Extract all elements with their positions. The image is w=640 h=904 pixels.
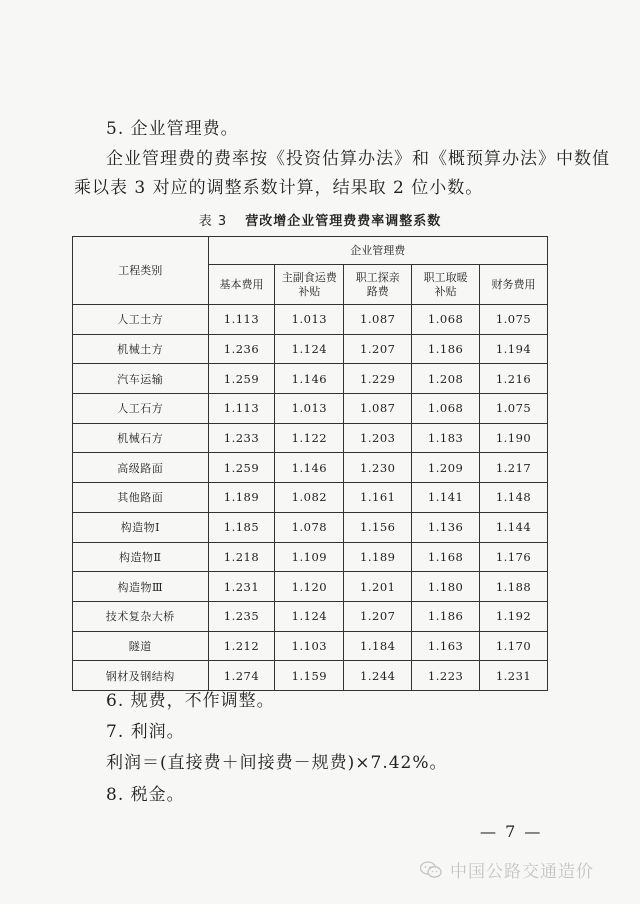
value-cell: 1.223: [412, 661, 480, 691]
value-cell: 1.170: [480, 631, 548, 661]
value-cell: 1.209: [412, 453, 480, 483]
category-cell: 其他路面: [73, 483, 209, 513]
value-cell: 1.122: [275, 423, 344, 453]
value-cell: 1.075: [480, 305, 548, 335]
value-cell: 1.216: [480, 364, 548, 394]
value-cell: 1.159: [275, 661, 344, 691]
value-cell: 1.082: [275, 483, 344, 513]
column-header: 财务费用: [480, 265, 548, 305]
category-cell: 钢材及钢结构: [73, 661, 209, 691]
value-cell: 1.244: [344, 661, 412, 691]
table-number: 表 3: [198, 214, 228, 229]
value-cell: 1.189: [344, 542, 412, 572]
section-8-heading: 8. 税金。: [106, 785, 185, 805]
value-cell: 1.186: [412, 334, 480, 364]
value-cell: 1.207: [344, 334, 412, 364]
value-cell: 1.183: [412, 423, 480, 453]
table-row: [73, 453, 548, 483]
category-cell: 高级路面: [73, 453, 209, 483]
category-cell: 人工石方: [73, 394, 209, 424]
watermark: [420, 857, 594, 882]
category-cell: 技术复杂大桥: [73, 601, 209, 631]
value-cell: 1.180: [412, 572, 480, 602]
table-caption: [0, 210, 640, 229]
section-7-heading: 7. 利润。: [106, 722, 185, 742]
value-cell: 1.190: [480, 423, 548, 453]
table-row: [73, 334, 548, 364]
value-cell: 1.194: [480, 334, 548, 364]
column-header: 主副食运费 补贴: [275, 265, 344, 305]
value-cell: 1.218: [208, 542, 275, 572]
row-header-category: 工程类别: [73, 237, 209, 305]
table-row: [73, 394, 548, 424]
value-cell: 1.087: [344, 394, 412, 424]
value-cell: 1.161: [344, 483, 412, 513]
category-cell: 人工土方: [73, 305, 209, 335]
value-cell: 1.201: [344, 572, 412, 602]
column-header: 基本费用: [208, 265, 275, 305]
value-cell: 1.109: [275, 542, 344, 572]
section-5-body-line-1: 企业管理费的费率按《投资估算办法》和《概预算办法》中数值: [106, 149, 610, 169]
value-cell: 1.259: [208, 364, 275, 394]
value-cell: 1.103: [275, 631, 344, 661]
category-cell: 构造物Ⅱ: [73, 542, 209, 572]
table-row: [73, 661, 548, 691]
value-cell: 1.212: [208, 631, 275, 661]
value-cell: 1.217: [480, 453, 548, 483]
value-cell: 1.203: [344, 423, 412, 453]
category-cell: 隧道: [73, 631, 209, 661]
watermark-text: 中国公路交通造价: [450, 862, 594, 882]
section-6-heading: 6. 规费，不作调整。: [106, 691, 275, 711]
value-cell: 1.192: [480, 601, 548, 631]
value-cell: 1.120: [275, 572, 344, 602]
value-cell: 1.274: [208, 661, 275, 691]
value-cell: 1.184: [344, 631, 412, 661]
value-cell: 1.124: [275, 601, 344, 631]
category-cell: 构造物Ⅰ: [73, 512, 209, 542]
profit-formula: 利润＝(直接费＋间接费－规费)×7.42%。: [106, 753, 448, 773]
table-row: [73, 572, 548, 602]
table-title: 营改增企业管理费费率调整系数: [245, 214, 442, 229]
value-cell: 1.146: [275, 364, 344, 394]
table-row: [73, 631, 548, 661]
value-cell: 1.185: [208, 512, 275, 542]
category-cell: 机械石方: [73, 423, 209, 453]
adjustment-coefficient-table: [72, 236, 548, 691]
value-cell: 1.186: [412, 601, 480, 631]
value-cell: 1.207: [344, 601, 412, 631]
value-cell: 1.231: [208, 572, 275, 602]
table-row: [73, 512, 548, 542]
value-cell: 1.163: [412, 631, 480, 661]
value-cell: 1.156: [344, 512, 412, 542]
value-cell: 1.141: [412, 483, 480, 513]
value-cell: 1.168: [412, 542, 480, 572]
table-row: [73, 542, 548, 572]
value-cell: 1.113: [208, 305, 275, 335]
value-cell: 1.124: [275, 334, 344, 364]
column-header: 职工探亲 路费: [344, 265, 412, 305]
category-cell: 构造物Ⅲ: [73, 572, 209, 602]
section-5-body-line-2: 乘以表 3 对应的调整系数计算，结果取 2 位小数。: [74, 178, 484, 198]
value-cell: 1.235: [208, 601, 275, 631]
value-cell: 1.231: [480, 661, 548, 691]
value-cell: 1.013: [275, 305, 344, 335]
value-cell: 1.144: [480, 512, 548, 542]
table-row: [73, 423, 548, 453]
value-cell: 1.075: [480, 394, 548, 424]
value-cell: 1.176: [480, 542, 548, 572]
value-cell: 1.068: [412, 305, 480, 335]
value-cell: 1.188: [480, 572, 548, 602]
value-cell: 1.233: [208, 423, 275, 453]
value-cell: 1.230: [344, 453, 412, 483]
table-row: [73, 601, 548, 631]
value-cell: 1.136: [412, 512, 480, 542]
table-body: [73, 305, 548, 691]
value-cell: 1.259: [208, 453, 275, 483]
category-cell: 机械土方: [73, 334, 209, 364]
value-cell: 1.229: [344, 364, 412, 394]
value-cell: 1.148: [480, 483, 548, 513]
column-header: 职工取暖 补贴: [412, 265, 480, 305]
wechat-logo-icon: [420, 861, 442, 879]
table-row: [73, 364, 548, 394]
value-cell: 1.208: [412, 364, 480, 394]
section-5-heading: 5. 企业管理费。: [106, 119, 239, 139]
value-cell: 1.189: [208, 483, 275, 513]
value-cell: 1.113: [208, 394, 275, 424]
value-cell: 1.236: [208, 334, 275, 364]
page-number: — 7 —: [480, 822, 543, 841]
value-cell: 1.013: [275, 394, 344, 424]
value-cell: 1.078: [275, 512, 344, 542]
table-row: [73, 305, 548, 335]
value-cell: 1.146: [275, 453, 344, 483]
group-header-management-fee: 企业管理费: [208, 237, 547, 265]
value-cell: 1.068: [412, 394, 480, 424]
value-cell: 1.087: [344, 305, 412, 335]
table-row: [73, 483, 548, 513]
category-cell: 汽车运输: [73, 364, 209, 394]
